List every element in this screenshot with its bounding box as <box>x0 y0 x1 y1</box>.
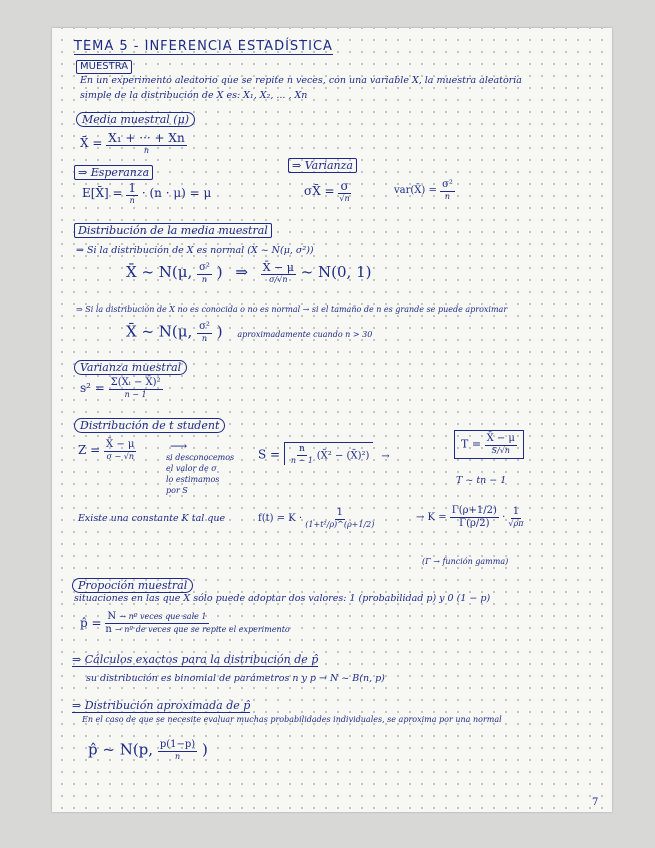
t-student-k-den: Γ(ρ/2) <box>459 518 490 529</box>
aprox-heading: ⇒ Distribución aproximada de p̂ <box>72 699 251 712</box>
dist-media-f3-num: σ² <box>199 321 210 332</box>
proporcion-num-note: → nº veces que sale 1 <box>119 612 207 621</box>
t-student-note4: por S <box>166 486 188 495</box>
t-student-k2-den: √ρπ <box>508 519 524 528</box>
media-lhs: X̄ = <box>80 136 103 150</box>
varianza-heading: ⇒ Varianza <box>288 158 357 173</box>
t-student-s-num: n <box>299 444 305 454</box>
media-fraction <box>106 132 186 155</box>
dist-media-f1-end: ) <box>216 263 223 281</box>
t-student-k-formula: → K = $\frac{\Gamma(\rho+1/2)}{\Gamma(\rho/2)}$ · $\frac{1}{√\rho\pi}$ <box>416 505 524 529</box>
proporcion-line1: situaciones en las que X sólo puede adoptar dos valores: 1 (probabilidad p) y 0 (1 − p) <box>74 593 491 604</box>
esperanza-fraction <box>126 182 138 205</box>
aprox-line: En el caso de que se necesite evaluar muchas probabilidades individuales, se aproxima por una normal <box>82 715 502 724</box>
t-student-note-arrow: ⟶ <box>170 439 188 453</box>
dist-media-formula1 <box>126 262 371 284</box>
aprox-num: p(1−p) <box>159 739 196 750</box>
media-num: X₁ + ··· + Xn <box>108 131 185 145</box>
varianza-s-num: σ <box>340 179 349 193</box>
media-formula <box>80 132 187 155</box>
dist-media-cond1-text: Si la distribución de X es normal (X ~ N(μ, σ²)) <box>86 245 314 256</box>
t-student-arrow: → <box>381 450 390 462</box>
varianza-s-den: √n <box>339 194 350 203</box>
dist-media-heading: Distribución de la media muestral <box>74 223 272 238</box>
varianza-muestral-fraction <box>109 378 163 399</box>
muestra-text-line2: simple de la distribución de X es: X₁, X₂, ... , Xn <box>80 90 308 101</box>
t-student-t-num: X̄ − μ <box>486 433 515 444</box>
page-number: 7 <box>592 797 599 808</box>
esperanza-heading: ⇒ Esperanza <box>74 165 153 180</box>
t-student-z-den: σ − √n <box>106 452 134 461</box>
t-student-t-fraction <box>485 434 517 455</box>
t-student-t-dist: T ~ tn − 1 <box>456 475 507 486</box>
calculos-line: su distribución es binomial de parámetros n y p → N ~ B(n, p) <box>86 673 385 684</box>
t-student-z-num: X̄ − μ <box>106 439 135 450</box>
media-den: n <box>143 146 150 155</box>
esperanza-num: 1 <box>128 181 137 195</box>
aprox-den: n <box>174 752 181 761</box>
aprox-end: ) <box>201 740 208 759</box>
dist-media-f3-fraction <box>197 322 212 343</box>
t-student-sqrt <box>284 442 373 465</box>
dist-media-formula3 <box>126 322 372 343</box>
dist-media-f2-fraction <box>261 262 296 284</box>
proporcion-num-row <box>105 612 208 624</box>
varianza-v-num: σ² <box>442 179 453 190</box>
media-heading: Media muestral (μ) <box>76 112 195 127</box>
proporcion-heading: Propoción muestral <box>72 578 193 593</box>
varianza-muestral-num: Σ(Xᵢ − X̄)² <box>110 377 161 388</box>
varianza-s-lhs: σX̄ = <box>304 184 335 198</box>
dist-media-cond1: ⇒ Si la distribución de X es normal (X ~ N(μ, σ²)) <box>76 245 314 256</box>
varianza-muestral-den: n − 1 <box>124 390 147 399</box>
dist-media-f1-den: n <box>201 274 208 284</box>
dist-media-cond2-text: Si la distribución de X no es conocida o no es normal → si el tamaño de n es grande se puede aproximar <box>85 305 508 314</box>
proporcion-lhs: p̂ = <box>80 616 102 630</box>
varianza-var-formula <box>394 180 455 201</box>
varianza-muestral-formula <box>80 378 163 399</box>
t-student-const-text: Existe una constante K tal que <box>78 513 226 524</box>
esperanza-formula <box>82 182 211 205</box>
dist-media-cond2: ⇒ Si la distribución de X no es conocida o no es normal → si el tamaño de n es grande se puede aproximar <box>76 305 508 314</box>
t-student-fk-lhs: f(t) = K · <box>258 513 303 524</box>
t-student-fk-num: 1 <box>336 507 344 518</box>
esperanza-den: n <box>129 196 135 205</box>
t-student-s-rest: (X̄² − (X̄)²) <box>316 450 370 462</box>
aprox-heading-text: Distribución aproximada de p̂ <box>84 699 251 712</box>
dist-media-arrow: ⇒ <box>235 263 248 281</box>
t-student-heading: Distribución de t student <box>74 418 225 433</box>
proporcion-fraction <box>105 612 289 635</box>
t-student-k-num: Γ(ρ+1/2) <box>451 505 497 516</box>
t-student-t-box <box>454 430 524 459</box>
t-student-s-den: n − 1 <box>290 456 313 465</box>
varianza-v-fraction <box>440 180 455 201</box>
proporcion-den-row <box>105 624 289 635</box>
calculos-heading-text: Cálculos exactos para la distribución de p̂ <box>84 653 319 666</box>
t-student-note1: si desconocemos <box>166 453 235 462</box>
t-student-z-fraction <box>104 440 136 461</box>
dist-media-f3-end: ) <box>216 322 223 341</box>
notebook-page <box>52 28 612 812</box>
t-student-note2: el valor de σ <box>166 464 217 473</box>
varianza-muestral-lhs: s² = <box>80 381 105 395</box>
esperanza-lhs: E[X̄] = <box>82 186 123 200</box>
varianza-heading-label: Varianza <box>304 159 353 172</box>
t-student-fk-formula <box>258 508 374 529</box>
varianza-s-fraction <box>338 180 350 203</box>
t-student-z-lhs: Z = <box>78 443 101 457</box>
calculos-heading: ⇒ Cálculos exactos para la distribución de p̂ <box>72 653 319 666</box>
proporcion-num: N <box>107 611 117 622</box>
varianza-v-lhs: var(X̄) = <box>394 185 437 196</box>
t-student-note3: lo estimamos <box>166 475 220 484</box>
varianza-muestral-heading: Varianza muestral <box>74 360 187 375</box>
dist-media-approx: aproximadamente cuando n > 30 <box>237 329 373 339</box>
esperanza-heading-label: Esperanza <box>90 166 150 179</box>
muestra-text-line1: En un experimento aleatorio que se repite n veces, con una variable X, la muestra aleatoria <box>80 75 522 86</box>
t-student-gamma-note: (Γ → función gamma) <box>422 557 509 566</box>
t-student-k-lhs: → K = <box>416 512 447 523</box>
aprox-fraction <box>158 740 197 761</box>
t-student-t-den: S/√n <box>491 446 510 455</box>
esperanza-rhs: · (n · μ) = μ <box>141 186 212 200</box>
t-student-s-formula <box>258 442 390 465</box>
t-student-fk-fraction <box>305 508 374 529</box>
t-student-k2-fraction <box>508 507 523 528</box>
t-student-s-fraction <box>291 445 313 465</box>
varianza-sigma-formula <box>304 180 351 203</box>
t-student-z-formula <box>78 440 136 461</box>
dist-media-f1: X̄ ~ N(μ, <box>126 263 193 281</box>
aprox-formula <box>88 740 208 761</box>
dist-media-f2-den: σ/√n <box>269 275 288 284</box>
t-student-s-lhs: S = <box>258 447 281 462</box>
dist-media-f2-end: ~ N(0, 1) <box>300 263 372 281</box>
muestra-heading: MUESTRA <box>76 60 132 74</box>
t-student-fk-den: (1+t²/ρ)^(ρ+1/2) <box>305 520 375 529</box>
dist-media-f3: X̄ ~ N(μ, <box>126 322 193 341</box>
aprox-lhs: p̂ ~ N(p, <box>88 740 154 759</box>
page-title: TEMA 5 - INFERENCIA ESTADÍSTICA <box>74 39 333 54</box>
proporcion-formula <box>80 612 290 635</box>
t-student-t-lhs: T = <box>461 437 482 451</box>
varianza-v-den: n <box>444 192 451 201</box>
proporcion-den-note: → nº de veces que se repite el experimento <box>115 625 290 634</box>
t-student-k2-num: 1 <box>512 506 520 517</box>
dist-media-f3-den: n <box>201 334 208 343</box>
proporcion-den: n <box>105 624 112 635</box>
dist-media-f2-num: X̄ − μ <box>262 261 294 274</box>
dist-media-f1-num: σ² <box>199 261 210 273</box>
dist-media-f1-fraction <box>197 263 212 284</box>
t-student-k-fraction <box>450 506 499 529</box>
